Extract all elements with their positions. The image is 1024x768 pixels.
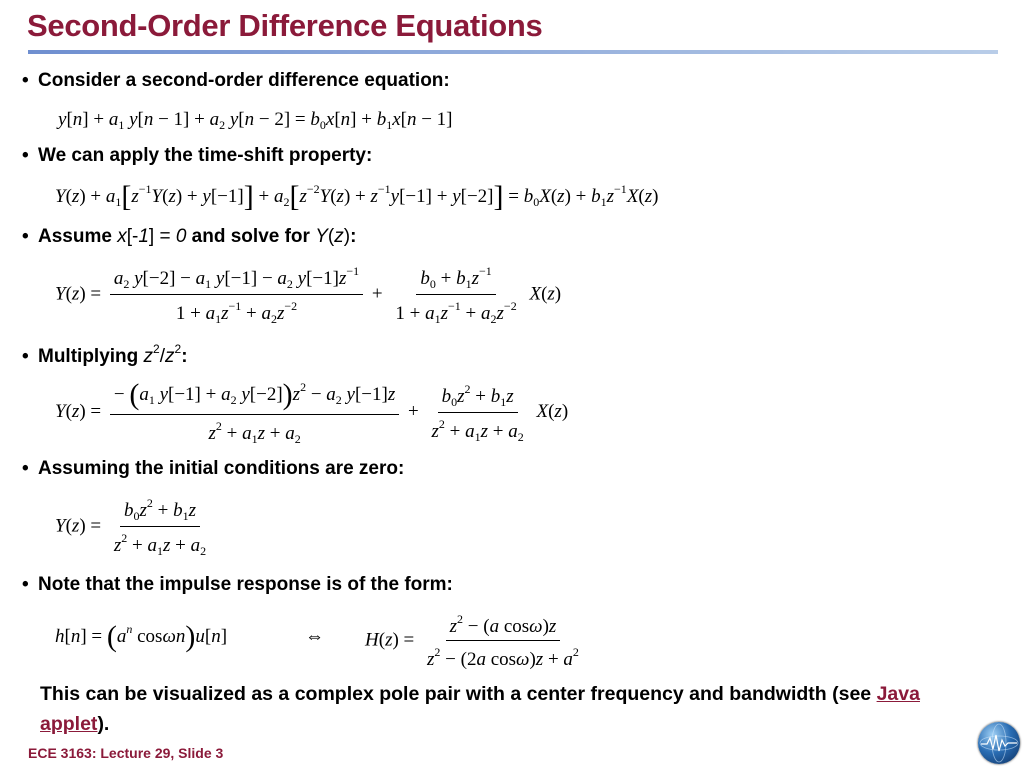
slide-title: Second-Order Difference Equations xyxy=(27,8,543,43)
assume-bracket-close: ] = xyxy=(148,226,176,247)
assume-paren-close: ) xyxy=(343,226,351,247)
assume-label: Assume xyxy=(38,226,118,247)
assume-Y: Y xyxy=(315,226,328,247)
assume-paren-open: ( xyxy=(327,226,335,247)
bullet-2-text: We can apply the time-shift property: xyxy=(38,145,373,166)
bullet-3: • Assume x[-1] = 0 and solve for Y(z): xyxy=(22,226,357,247)
multiply-exp2: 2 xyxy=(174,342,182,356)
note-text: This can be visualized as a complex pole pair with a center frequency and bandwidth (see xyxy=(40,683,877,705)
assume-colon: : xyxy=(350,226,357,247)
equation-difference: $y[n] + a_1$ $y[n - 1] + a_2$ $y[n - 2] = b_0x[n] + b_1x[n - 1]$ xyxy=(58,109,453,132)
equation-transfer-function: H(z) = $\frac{z^2 - (a \cos\omega)z}{z^2 - (2a \cos\omega)z + a^2}$ xyxy=(365,612,579,670)
assume-bracket-open: [- xyxy=(126,226,139,247)
equation-zero-ic: Y(z) = $\frac{b_0z^2 + b_1z}{z^2 + a_1z + a_2}$ xyxy=(55,496,207,558)
bullet-6: • Note that the impulse response is of the form: xyxy=(22,574,453,595)
bullet-1: • Consider a second-order difference equation: xyxy=(22,70,450,91)
bullet-5: • Assuming the initial conditions are zero: xyxy=(22,458,405,479)
multiply-z1: z xyxy=(143,346,154,367)
equation-time-shift: $Y(z) + a_1[z^{-1}Y(z) + y[-1]] + a_2[z^{-2}Y(z) + z^{-1}y[-1] + y[-2]] = b_0X(z) + b_1z^{-1}X(z)$ xyxy=(55,180,659,213)
assume-zero: 0 xyxy=(175,226,187,247)
note-end: ). xyxy=(97,713,110,735)
multiply-exp1: 2 xyxy=(153,342,160,356)
multiply-slash: / xyxy=(159,346,166,367)
assume-x: x xyxy=(117,226,127,247)
slide-footer: ECE 3163: Lecture 29, Slide 3 xyxy=(28,745,224,761)
bullet-5-text: Assuming the initial conditions are zero: xyxy=(38,458,405,479)
bullet-6-text: Note that the impulse response is of the form: xyxy=(38,574,453,595)
multiply-colon: : xyxy=(181,346,188,367)
assume-mid: and solve for xyxy=(186,226,316,247)
assume-one: 1 xyxy=(138,226,149,247)
equation-multiplied: Y(z) = $\frac{- (a_1 y[-1] + a_2 y[-2])z^2 - a_2 y[-1]z}{z^2 + a_1z + a_2}$ + $\frac{b_0z^2 + b_1z}{z^2 + a_1z + a_2}$ X(z) xyxy=(55,378,569,446)
globe-logo-icon xyxy=(978,722,1020,764)
java-applet-link[interactable]: Java applet xyxy=(40,683,920,735)
equivalence-arrow: ⇔ xyxy=(305,626,324,647)
bullet-1-text: Consider a second-order difference equation: xyxy=(38,70,450,91)
bullet-2: • We can apply the time-shift property: xyxy=(22,145,373,166)
equation-impulse-response: $h[n] = (a^n$ cosωn)u[n] xyxy=(55,620,228,653)
multiply-label: Multiplying xyxy=(38,346,144,367)
note-paragraph xyxy=(40,679,970,739)
equation-solve-Y: Y(z) = $\frac{a_2 y[-2] - a_1 y[-1] - a_2 y[-1]z^{-1}}{1 + a_1z^{-1} + a_2z^{-2}}$ + $\frac{b_0 + b_1z^{-1}}{1 + a_1z^{-1} + a_2z^{-2}}$ X(z) xyxy=(55,264,562,326)
multiply-z2: z xyxy=(165,346,175,367)
assume-z: z xyxy=(334,226,344,247)
bullet-4: • Multiplying $z^2/z^2$: xyxy=(22,342,188,367)
title-divider xyxy=(28,50,998,54)
